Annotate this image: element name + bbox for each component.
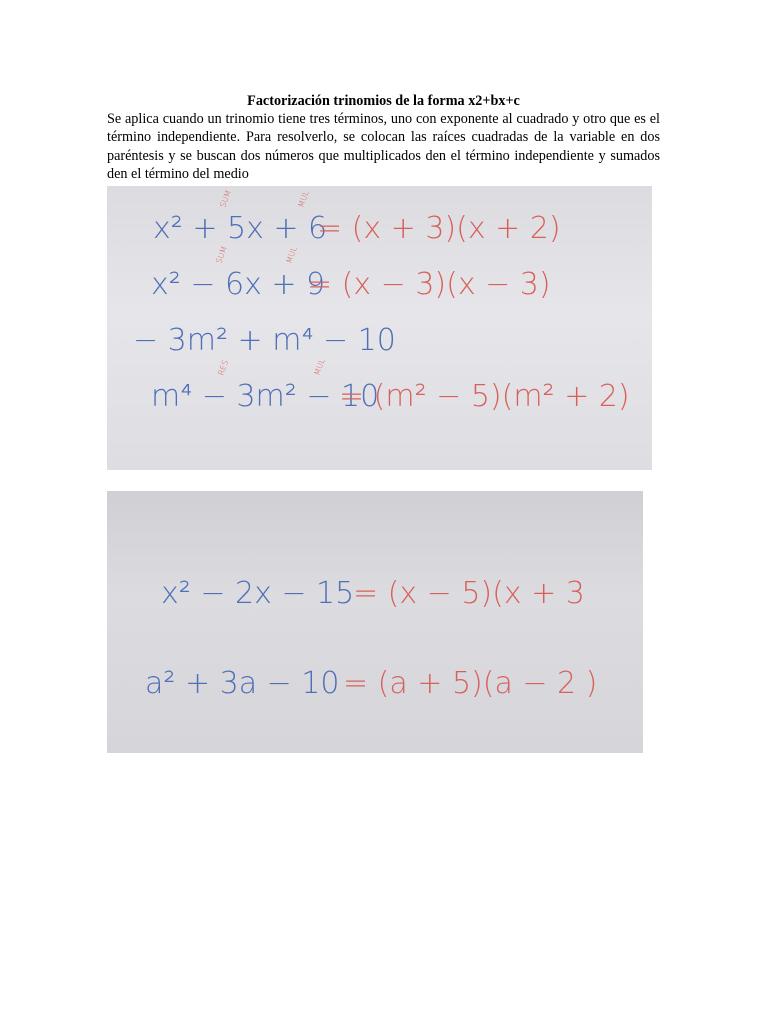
equation-4-left: m⁴ − 3m² − 10 xyxy=(151,379,380,414)
equation-6-left: a² + 3a − 10 xyxy=(145,666,340,701)
note-1a: SUM xyxy=(218,188,233,209)
note-4b: MUL xyxy=(312,357,327,377)
document-title: Factorización trinomios de la forma x2+bx+c xyxy=(247,93,520,109)
equation-2-left: x² − 6x + 9 xyxy=(151,267,326,302)
equation-3-left: − 3m² + m⁴ − 10 xyxy=(133,323,396,358)
note-1b: MUL xyxy=(296,189,311,209)
note-4a: RES xyxy=(216,358,231,377)
equation-5-left: x² − 2x − 15 xyxy=(161,576,355,611)
note-2b: MUL xyxy=(284,245,299,265)
equation-5-right: = (x − 5)(x + 3 xyxy=(353,576,585,611)
equation-2-right: = (x − 3)(x − 3) xyxy=(307,267,551,302)
equation-1-right: = (x + 3)(x + 2) xyxy=(317,211,561,246)
whiteboard-photo-1 xyxy=(107,186,652,470)
document-paragraph: Se aplica cuando un trinomio tiene tres términos, uno con exponente al cuadrado y otro que es el término independiente. Para resolverlo, se colocan las raíces cuadradas de la variable en dos paréntesis y se buscan dos números que multiplicados den el término independiente y sumados den el término del medio xyxy=(107,111,660,182)
equation-6-right: = (a + 5)(a − 2 ) xyxy=(343,666,598,701)
whiteboard-photo-2 xyxy=(107,491,643,753)
equation-4-right: = (m² − 5)(m² + 2) xyxy=(339,379,630,414)
equation-1-left: x² + 5x + 6 xyxy=(153,211,328,246)
note-2a: SUM xyxy=(214,244,229,265)
